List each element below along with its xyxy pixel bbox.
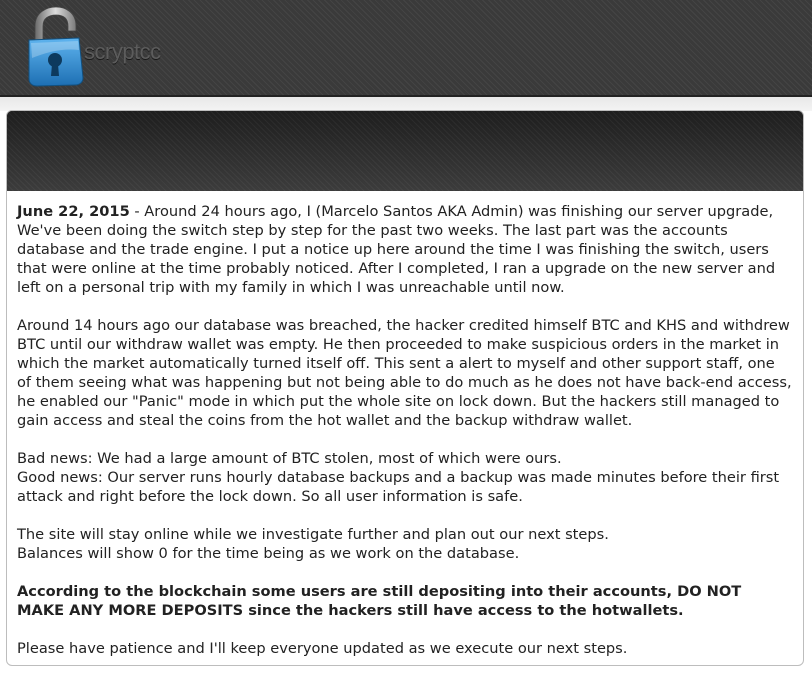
paragraph-news [17,449,792,506]
panel-header-bar [7,111,803,191]
paragraph-status [17,525,792,563]
header-separator [0,97,812,111]
announcement-body [7,191,803,658]
bad-news-text: Bad news: We had a large amount of BTC stolen, most of which were ours. [17,450,562,467]
logo-wordmark: scryptcc [84,39,161,64]
paragraph-closing: Please have patience and I'll keep everyone updated as we execute our next steps. [17,640,628,657]
site-logo[interactable] [25,6,185,88]
paragraph-breach-details: Around 14 hours ago our database was breached, the hacker credited himself BTC and KHS and withdrew BTC until our withdraw wallet was empty. He then proceeded to make suspicious orders in the market in which the market automatically turned itself off. This sent a alert to myself and other support staff, one of them seeing what was happening but not being able to do much as he does not have back-end access, he enabled our "Panic" mode in which put the whole site on lock down. But the hackers still managed to gain access and steal the coins from the hot wallet and the backup withdraw wallet. [17,317,792,429]
padlock-icon [25,6,91,88]
site-online-text: The site will stay online while we investigate further and plan out our next steps. [17,526,609,543]
paragraph-deposit-warning [17,582,792,620]
site-header [0,0,812,97]
paragraph-incident-intro [17,202,792,297]
announcement-date: June 22, 2015 [17,203,130,220]
balances-text: Balances will show 0 for the time being as we work on the database. [17,545,520,562]
announcement-panel [6,110,804,666]
deposit-warning-text: According to the blockchain some users are still depositing into their accounts, DO NOT MAKE ANY MORE DEPOSITS since the hackers still have access to the hotwallets. [17,583,742,619]
intro-text: - Around 24 hours ago, I (Marcelo Santos AKA Admin) was finishing our server upgrade, We've been doing the switch step by step for the past two weeks. The last part was the accounts database and the trade engine. I put a notice up here around the time I was finishing the switch, users that were online at the time probably noticed. After I completed, I ran a upgrade on the new server and left on a personal trip with my family in which I was unreachable until now. [17,203,776,296]
good-news-text: Good news: Our server runs hourly database backups and a backup was made minutes before their first attack and right before the lock down. So all user information is safe. [17,469,780,505]
